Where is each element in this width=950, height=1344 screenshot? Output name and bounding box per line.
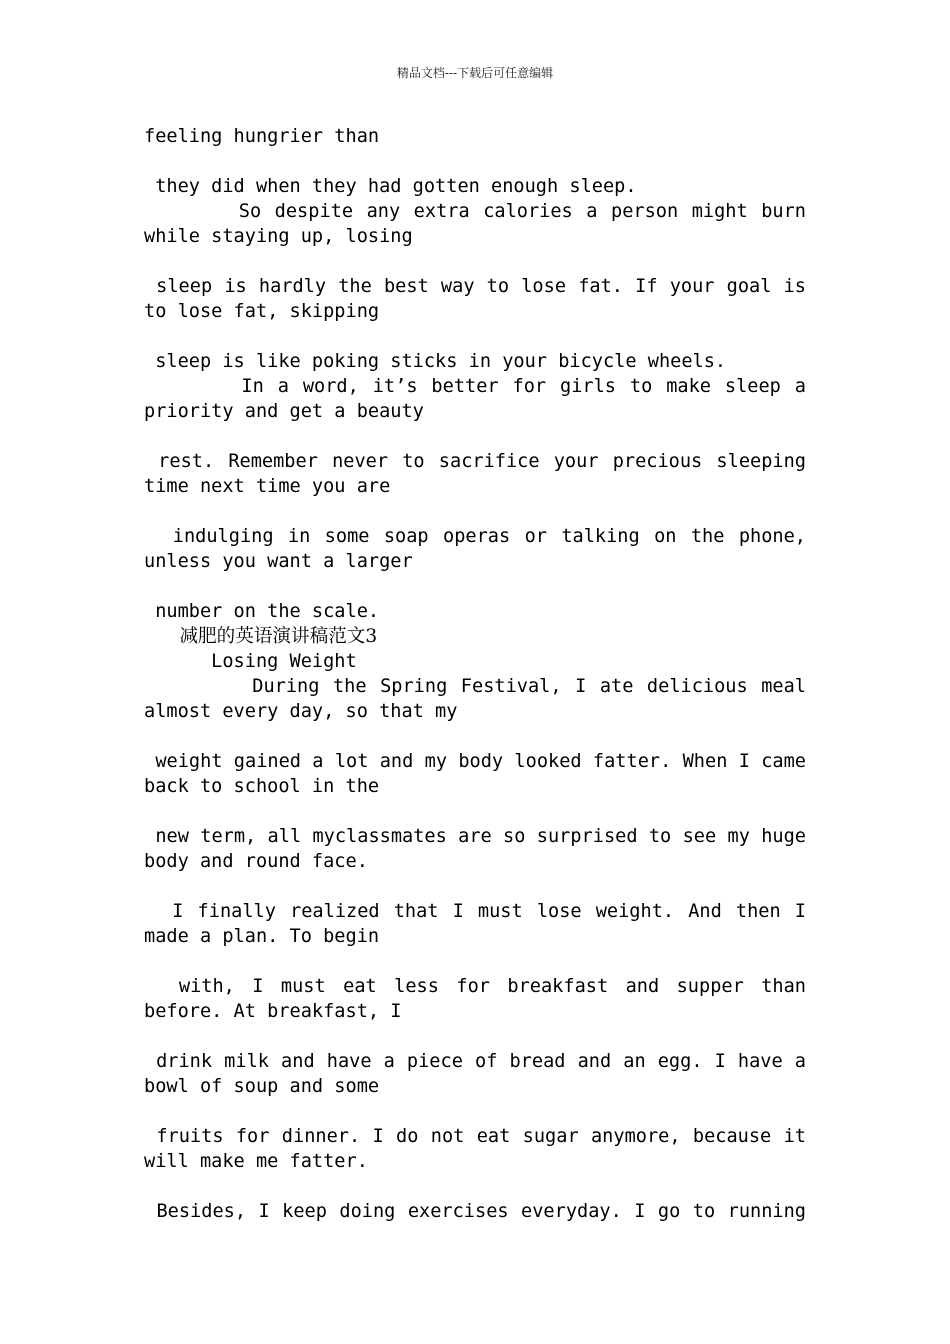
text-line: to lose fat, skipping [144, 301, 380, 322]
text-line: with, I must eat less for breakfast and supper than [144, 976, 806, 997]
text-line: drink milk and have a piece of bread and an egg. I have a [144, 1051, 806, 1072]
text-line: before. At breakfast, I [144, 1001, 402, 1022]
text-line: 减肥的英语演讲稿范文3 [144, 626, 378, 647]
blank-line [144, 574, 806, 599]
text-line: indulging in some soap operas or talking on the phone, [144, 526, 806, 547]
text-line: time next time you are [144, 476, 391, 497]
text-line: Losing Weight [144, 651, 357, 672]
blank-line [144, 949, 806, 974]
text-line: rest. Remember never to sacrifice your precious sleeping [144, 451, 806, 472]
text-line: number on the scale. [144, 601, 380, 622]
blank-line [144, 799, 806, 824]
blank-line [144, 424, 806, 449]
blank-line [144, 499, 806, 524]
document-body [144, 124, 806, 1224]
blank-line [144, 724, 806, 749]
text-line: back to school in the [144, 776, 380, 797]
blank-line [144, 874, 806, 899]
blank-line [144, 149, 806, 174]
text-line: fruits for dinner. I do not eat sugar anymore, because it [144, 1126, 806, 1147]
text-line: unless you want a larger [144, 551, 413, 572]
text-line: they did when they had gotten enough sleep. [144, 176, 637, 197]
text-line: made a plan. To begin [144, 926, 380, 947]
blank-line [144, 249, 806, 274]
text-line: In a word, it’s better for girls to make sleep a [144, 376, 806, 397]
text-line: weight gained a lot and my body looked fatter. When I came [144, 751, 806, 772]
text-line: while staying up, losing [144, 226, 413, 247]
text-line: bowl of soup and some [144, 1076, 380, 1097]
text-line: Besides, I keep doing exercises everyday. I go to running [144, 1201, 806, 1222]
text-line: almost every day, so that my [144, 701, 458, 722]
text-line: body and round face. [144, 851, 368, 872]
blank-line [144, 1099, 806, 1124]
text-line: will make me fatter. [144, 1151, 368, 1172]
blank-line [144, 324, 806, 349]
text-line: So despite any extra calories a person might burn [144, 201, 806, 222]
text-line: During the Spring Festival, I ate delicious meal [144, 676, 806, 697]
text-line: I finally realized that I must lose weight. And then I [144, 901, 806, 922]
page-header: 精品文档---下载后可任意编辑 [396, 66, 554, 80]
text-line: feeling hungrier than [144, 126, 380, 147]
text-line: priority and get a beauty [144, 401, 424, 422]
text-line: sleep is hardly the best way to lose fat. If your goal is [144, 276, 806, 297]
text-line: sleep is like poking sticks in your bicycle wheels. [144, 351, 727, 372]
blank-line [144, 1174, 806, 1199]
blank-line [144, 1024, 806, 1049]
text-line: new term, all myclassmates are so surprised to see my huge [144, 826, 806, 847]
